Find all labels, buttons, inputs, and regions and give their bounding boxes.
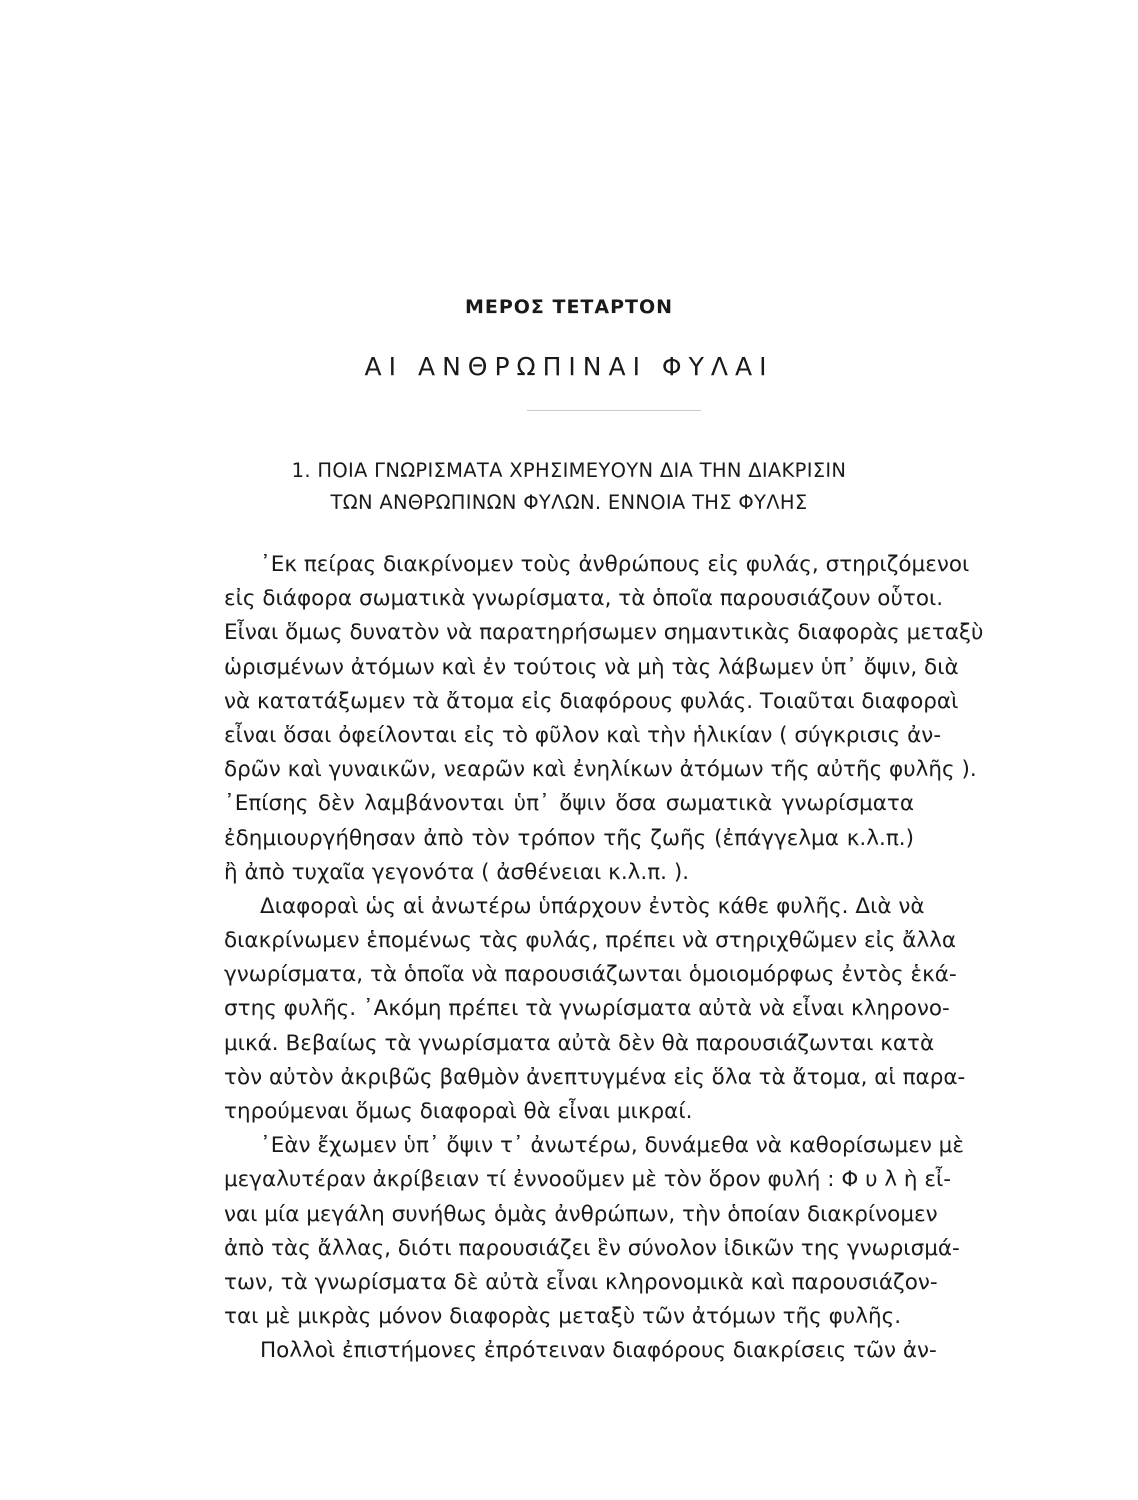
paragraph (224, 1129, 964, 1334)
text-line: ἐδημιουργήθησαν ἀπὸ τὸν τρόπον τῆς ζωῆς (ἐπάγγελμα κ.λ.π.) (224, 825, 914, 851)
text-line: διακρίνωμεν ἑπομένως τὰς φυλάς, πρέπει νὰ στηριχθῶμεν εἰς ἄλλα (224, 928, 957, 954)
text-line: εἶναι ὅσαι ὀφείλονται εἰς τὸ φῦλον καὶ τὴν ἡλικίαν ( σύγκρισις ἀν- (224, 722, 942, 748)
text-line: ναι μία μεγάλη συνήθως ὁμὰς ἀνθρώπων, τὴν ὁποίαν διακρίνομεν (224, 1201, 938, 1227)
paragraph (224, 548, 984, 890)
part-title: ΜΕΡΟΣ ΤΕΤΑΡΤΟΝ (464, 296, 674, 318)
text-line: γνωρίσματα, τὰ ὁποῖα νὰ παρουσιάζωνται ὁμοιομόρφως ἐντὸς ἑκά- (224, 962, 957, 988)
text-line: ἀπὸ τὰς ἄλλας, διότι παρουσιάζει ἓν σύνολον ἰδικῶν της γνωρισμά- (224, 1235, 960, 1261)
chapter-heading (0, 455, 1138, 519)
text-line: Διαφοραὶ ὡς αἱ ἀνωτέρω ὑπάρχουν ἐντὸς κάθε φυλῆς. Διὰ νὰ (260, 893, 925, 919)
text-line: ᾿Επίσης δὲν λαμβάνονται ὑπ᾿ ὄψιν ὅσα σωματικὰ γνωρίσματα (224, 791, 914, 817)
text-line: τὸν αὐτὸν ἀκριβῶς βαθμὸν ἀνεπτυγμένα εἰς ὅλα τὰ ἄτομα, αἱ παρα- (224, 1064, 966, 1090)
text-line: δρῶν καὶ γυναικῶν, νεαρῶν καὶ ἐνηλίκων ἀτόμων τῆς αὐτῆς φυλῆς ). (224, 757, 977, 783)
chapter-heading-line: 1. ΠΟΙΑ ΓΝΩΡΙΣΜΑΤΑ ΧΡΗΣΙΜΕΥΟΥΝ ΔΙΑ ΤΗΝ ΔΙΑΚΡΙΣΙΝ (291, 459, 847, 482)
text-line: ᾿Εὰν ἔχωμεν ὑπ᾿ ὄψιν τ᾿ ἀνωτέρω, δυνάμεθα νὰ καθορίσωμεν μὲ (260, 1133, 964, 1159)
section-title: ΑΙ ΑΝΘΡΩΠΙΝΑΙ ΦΥΛΑΙ (364, 352, 774, 381)
text-line: ἢ ἀπὸ τυχαῖα γεγονότα ( ἀσθένειαι κ.λ.π. ). (224, 859, 690, 885)
text-line: ται μὲ μικρὰς μόνον διαφορὰς μεταξὺ τῶν ἀτόμων τῆς φυλῆς. (224, 1304, 902, 1330)
text-line: ὡρισμένων ἀτόμων καὶ ἐν τούτοις νὰ μὴ τὰς λάβωμεν ὑπ᾿ ὄψιν, διὰ (224, 654, 959, 680)
chapter-heading-line: ΤΩΝ ΑΝΘΡΩΠΙΝΩΝ ΦΥΛΩΝ. ΕΝΝΟΙΑ ΤΗΣ ΦΥΛΗΣ (330, 491, 808, 514)
text-line: μικά. Βεβαίως τὰ γνωρίσματα αὐτὰ δὲν θὰ παρουσιάζωνται κατὰ (224, 1030, 935, 1056)
text-line: νὰ κατατάξωμεν τὰ ἄτομα εἰς διαφόρους φυλάς. Τοιαῦται διαφοραὶ (224, 688, 959, 714)
text-line: ᾿Εκ πείρας διακρίνομεν τοὺς ἀνθρώπους εἰς φυλάς, στηριζόμενοι (260, 552, 970, 577)
text-line: Εἶναι ὅμως δυνατὸν νὰ παρατηρήσωμεν σημαντικὰς διαφορὰς μεταξὺ (224, 620, 984, 646)
title-divider (527, 410, 701, 411)
text-line: τηρούμεναι ὅμως διαφοραὶ θὰ εἶναι μικραί. (224, 1099, 693, 1124)
body-text (224, 548, 984, 1369)
paragraph (224, 890, 966, 1129)
paragraph (224, 1334, 937, 1368)
text-line: στης φυλῆς. ᾿Ακόμη πρέπει τὰ γνωρίσματα αὐτὰ νὰ εἶναι κληρονο- (224, 996, 950, 1022)
text-line: Πολλοὶ ἐπιστήμονες ἐπρότειναν διαφόρους διακρίσεις τῶν ἀν- (260, 1338, 937, 1364)
text-line: μεγαλυτέραν ἀκρίβειαν τί ἐννοοῦμεν μὲ τὸν ὅρον φυλή : Φ υ λ ὴ εἶ- (224, 1167, 952, 1193)
text-line: εἰς διάφορα σωματικὰ γνωρίσματα, τὰ ὁποῖα παρουσιάζουν οὗτοι. (224, 586, 944, 612)
text-line: των, τὰ γνωρίσματα δὲ αὐτὰ εἶναι κληρονομικὰ καὶ παρουσιάζον- (224, 1269, 938, 1295)
